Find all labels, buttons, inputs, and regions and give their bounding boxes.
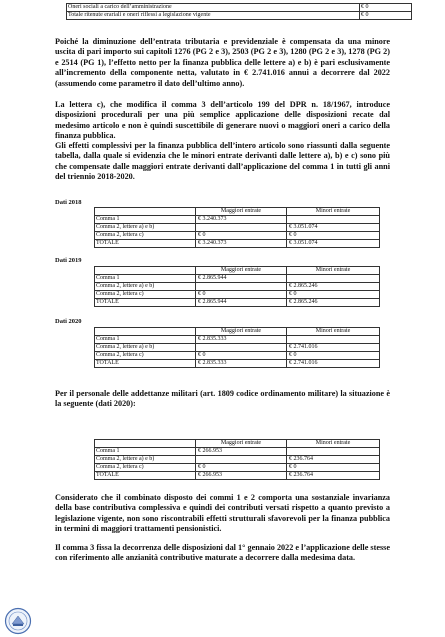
table-header-cell: Maggiori entrate: [196, 328, 287, 336]
paragraph-military: Per il personale delle addettanze militari (art. 1809 codice ordinamento militare) la situazione è la seguente (dati 2020):: [55, 389, 390, 409]
table-header-cell: [95, 328, 196, 336]
table-cell: [196, 344, 287, 352]
table-cell: € 0: [287, 232, 380, 240]
paragraph-effective-date: Il comma 3 fissa la decorrenza delle disposizioni dal 1° gennaio 2022 e l’applicazione delle stesse con riferimento alle anzianità contributive maturate a decorrere dalla medesima data.: [55, 543, 390, 563]
table-cell: Comma 1: [95, 448, 196, 456]
table-header-row: [95, 267, 380, 275]
table-cell: Comma 2, lettere a) e b): [95, 344, 196, 352]
table-row: [95, 464, 380, 472]
table-row: [95, 448, 380, 456]
table-cell-label: Totale ritenute erariali e oneri riflessi a legislazione vigente: [67, 12, 360, 20]
table-cell: Comma 1: [95, 216, 196, 224]
table-cell: € 2.835.333: [196, 336, 287, 344]
table-cell: [196, 283, 287, 291]
table-header-cell: Minori entrate: [287, 208, 380, 216]
data-table-military: [94, 439, 380, 480]
top-table: [66, 3, 412, 20]
table-cell: € 266.953: [196, 472, 287, 480]
table-cell: Comma 1: [95, 336, 196, 344]
table-cell: € 0: [287, 352, 380, 360]
table-row: [95, 275, 380, 283]
table-row: [95, 456, 380, 464]
table-header-cell: Maggiori entrate: [196, 208, 287, 216]
table-header-cell: Maggiori entrate: [196, 440, 287, 448]
table-cell: € 0: [196, 352, 287, 360]
data-table-2019: [94, 266, 380, 307]
table-cell: € 2.865.944: [196, 299, 287, 307]
table-cell: € 0: [196, 291, 287, 299]
table-cell: Comma 2, lettere a) e b): [95, 456, 196, 464]
table-header-cell: Minori entrate: [287, 328, 380, 336]
table-cell: Comma 2, lettere a) e b): [95, 283, 196, 291]
table-cell: € 236.764: [287, 472, 380, 480]
table-cell: TOTALE: [95, 299, 196, 307]
table-cell: [287, 336, 380, 344]
table-header-row: [95, 440, 380, 448]
table-cell: [287, 448, 380, 456]
table-header-cell: [95, 440, 196, 448]
table-cell: Comma 2, lettere a) e b): [95, 224, 196, 232]
table-cell: € 3.051.074: [287, 224, 380, 232]
table-cell: € 2.865.246: [287, 299, 380, 307]
table-row: [67, 12, 412, 20]
table-row: [95, 360, 380, 368]
table-cell: € 2.835.333: [196, 360, 287, 368]
table-cell: € 3.240.373: [196, 216, 287, 224]
table-cell: € 0: [287, 291, 380, 299]
table-row: [95, 240, 380, 248]
table-cell: € 236.764: [287, 456, 380, 464]
table-row: [67, 4, 412, 12]
table-header-cell: [95, 208, 196, 216]
table-cell: Comma 2, lettera c): [95, 291, 196, 299]
table-cell: € 2.741.016: [287, 344, 380, 352]
parliament-seal-icon: [4, 607, 32, 635]
table-cell-value: € 0: [360, 12, 412, 20]
table-cell-label: Oneri sociali a carico dell’amministrazione: [67, 4, 360, 12]
table-cell: [196, 224, 287, 232]
table-cell: [196, 456, 287, 464]
table-cell: € 3.240.373: [196, 240, 287, 248]
table-cell-value: € 0: [360, 4, 412, 12]
table-row: [95, 224, 380, 232]
table-row: [95, 216, 380, 224]
table-row: [95, 472, 380, 480]
table-row: [95, 283, 380, 291]
table-cell: Comma 2, lettera c): [95, 352, 196, 360]
table-row: [95, 336, 380, 344]
table-cell: € 2.865.246: [287, 283, 380, 291]
table-cell: € 0: [287, 464, 380, 472]
table-cell: [287, 216, 380, 224]
table-cell: TOTALE: [95, 360, 196, 368]
data-table-2020: [94, 327, 380, 368]
year-label: Dati 2019: [55, 257, 82, 264]
paragraph-compensation: Poiché la diminuzione dell’entrata tributaria e previdenziale è compensata da una minore uscita di pari importo sui capitoli 1276 (PG 2 e 3), 2503 (PG 2 e 3), 1280 (PG 2 e 3), 1278 (PG 2) e 2514 (PG 1), l’effetto netto per la finanza pubblica delle lettere a) e b) è pari esclusivamente all’incremento della componente netta, valutato in € 2.741.016 annui a decorrere dal 2022 (assumendo come parametro il dato dell’ultimo anno).: [55, 37, 390, 88]
table-row: [95, 352, 380, 360]
table-row: [95, 299, 380, 307]
table-header-cell: [95, 267, 196, 275]
table-header-row: [95, 208, 380, 216]
table-cell: Comma 1: [95, 275, 196, 283]
table-row: [95, 232, 380, 240]
year-label: Dati 2018: [55, 199, 82, 206]
table-header-cell: Maggiori entrate: [196, 267, 287, 275]
paragraph-letter-c: La lettera c), che modifica il comma 3 dell’articolo 199 del DPR n. 18/1967, introduce disposizioni procedurali per una più semplice applicazione delle disposizioni recate dal medesimo articolo e non è quindi suscettibile di generare nuovi o maggiori oneri a carico della finanza pubblica.: [55, 100, 390, 141]
table-cell: € 0: [196, 232, 287, 240]
table-header-row: [95, 328, 380, 336]
table-header-cell: Minori entrate: [287, 267, 380, 275]
table-cell: [287, 275, 380, 283]
table-header-cell: Minori entrate: [287, 440, 380, 448]
table-cell: € 0: [196, 464, 287, 472]
table-row: [95, 291, 380, 299]
table-cell: € 2.865.944: [196, 275, 287, 283]
table-cell: TOTALE: [95, 472, 196, 480]
paragraph-overall-effects: Gli effetti complessivi per la finanza pubblica dell’intero articolo sono riassunti dalla seguente tabella, dalla quale si evidenzia che le minori entrate derivanti dalle lettere a), b) e c) sono più che compensate dalle maggiori entrate derivanti dall’applicazione del comma 1 in tutti gli anni del triennio 2018-2020.: [55, 141, 390, 182]
paragraph-contribution-invariance: Considerato che il combinato disposto dei commi 1 e 2 comporta una sostanziale invarianza della base contributiva complessiva e quindi dei contributi versati rispetto a quanto previsto a legislazione vigente, non sono riscontrabili effetti strutturali sfavorevoli per la finanza pubblica in termini di maggiori trattamenti pensionistici.: [55, 493, 390, 534]
table-cell: TOTALE: [95, 240, 196, 248]
year-label: Dati 2020: [55, 318, 82, 325]
table-cell: € 3.051.074: [287, 240, 380, 248]
data-table-2018: [94, 207, 380, 248]
table-cell: € 2.741.016: [287, 360, 380, 368]
table-cell: Comma 2, lettera c): [95, 232, 196, 240]
table-cell: € 266.953: [196, 448, 287, 456]
table-row: [95, 344, 380, 352]
table-cell: Comma 2, lettera c): [95, 464, 196, 472]
